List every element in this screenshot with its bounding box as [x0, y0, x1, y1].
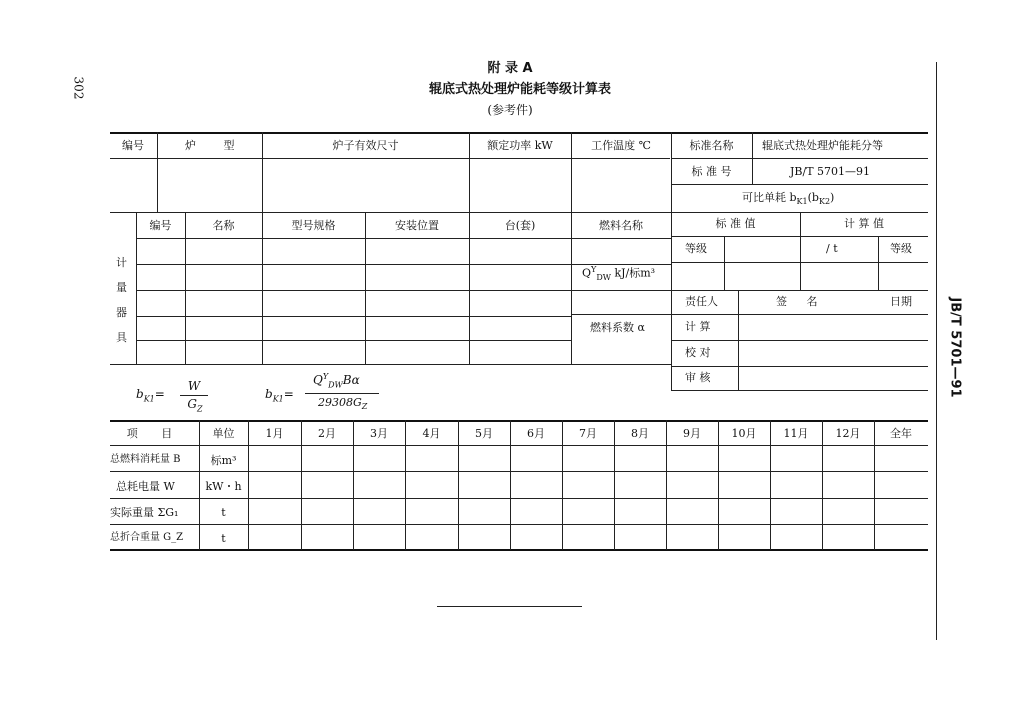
row-rule — [671, 236, 928, 237]
col-rule — [822, 420, 823, 550]
fraction-bar — [180, 395, 208, 396]
standard-side-code: JB/T 5701—91 — [947, 297, 963, 398]
month-header: 3月 — [370, 427, 388, 440]
month-header: 5月 — [475, 427, 493, 440]
month-header: 12月 — [835, 427, 861, 440]
row-rule — [671, 314, 928, 315]
row-rule — [136, 316, 571, 317]
col-rule — [458, 420, 459, 550]
std-name-value: 辊底式热处理炉能耗分等 — [762, 139, 883, 152]
table-top-rule — [110, 132, 928, 134]
row-item-label: 总耗电量 W — [116, 480, 175, 493]
row-rule — [110, 445, 928, 446]
col-rule — [666, 420, 667, 550]
row-item-label: 总燃料消耗量 B — [110, 454, 181, 465]
row-rule — [671, 366, 928, 367]
row-item-label: 实际重量 ΣG₁ — [110, 506, 179, 519]
page-end-rule — [437, 606, 582, 607]
col-rule — [353, 420, 354, 550]
month-header: 11月 — [783, 427, 809, 440]
fuel-coefficient-label: 燃料系数 α — [590, 321, 645, 334]
col-rule — [874, 420, 875, 550]
formula-bk2-numerator: $Q^Y_{DW}B\alpha$ — [313, 372, 360, 390]
check-label: 校 对 — [685, 346, 711, 359]
header-no: 编号 — [122, 139, 144, 152]
meter-header-location: 安装位置 — [395, 219, 439, 232]
meter-header-no: 编号 — [149, 219, 172, 232]
formula-bk2-denominator: $29308G_Z$ — [318, 396, 368, 412]
formula-bk1: $b_{K1}=$ — [136, 387, 165, 404]
row-item-label: 总折合重量 G_Z — [110, 532, 184, 543]
std-no-value: JB/T 5701—91 — [790, 165, 871, 178]
appendix-heading: 附 录 A — [487, 61, 533, 76]
meter-header-model: 型号规格 — [291, 219, 336, 232]
comparable-consumption-label: 可比单耗 $b_{K1}(b_{K2})$ — [742, 191, 835, 207]
row-unit: 标m³ — [210, 454, 237, 467]
col-rule — [136, 212, 137, 364]
document-subtitle: (参考件) — [487, 103, 533, 117]
col-rule — [614, 420, 615, 550]
month-header: 10月 — [731, 427, 757, 440]
row-rule — [671, 262, 928, 263]
col-rule — [262, 132, 263, 364]
std-name-label: 标准名称 — [689, 139, 734, 152]
document-title: 辊底式热处理炉能耗等级计算表 — [428, 82, 611, 97]
row-rule — [136, 340, 571, 341]
formula-bk2: $b_{K1}=$ — [265, 387, 294, 404]
calc-value-label: 计 算 值 — [844, 217, 884, 230]
month-header: 全年 — [890, 427, 912, 440]
header-effective-size: 炉子有效尺寸 — [332, 139, 399, 152]
row-rule — [110, 364, 671, 365]
fuel-heat-value-label: $Q^Y_{DW}$ kJ/标m³ — [582, 265, 656, 282]
col-rule — [248, 420, 249, 550]
row-rule — [571, 314, 671, 315]
header-rated-power: 额定功率 kW — [487, 139, 553, 152]
row-unit: t — [221, 532, 226, 545]
col-rule — [469, 132, 470, 364]
row-rule — [671, 340, 928, 341]
row-rule — [110, 498, 928, 499]
month-header: 单位 — [212, 427, 235, 440]
month-header: 7月 — [579, 427, 597, 440]
meter-header-count: 台(套) — [504, 219, 536, 232]
col-rule — [878, 236, 879, 290]
month-header: 6月 — [527, 427, 545, 440]
header-furnace-type: 炉 型 — [185, 139, 247, 152]
grade-left-label: 等级 — [685, 242, 707, 255]
fraction-bar — [305, 393, 379, 394]
row-rule — [671, 390, 928, 391]
col-rule — [365, 212, 366, 364]
col-rule — [724, 236, 725, 290]
meter-side-label: 计量器具 — [116, 256, 127, 344]
month-header: 项 目 — [126, 427, 183, 440]
grade-unit: / t — [826, 242, 838, 255]
std-no-label: 标 准 号 — [691, 165, 732, 178]
row-rule — [110, 471, 928, 472]
col-rule — [301, 420, 302, 550]
row-rule — [110, 524, 928, 525]
col-rule — [562, 420, 563, 550]
row-rule — [110, 158, 670, 159]
signature-label: 签 名 — [776, 295, 826, 308]
row-rule — [110, 212, 928, 213]
calc-label: 计 算 — [685, 320, 711, 333]
col-rule — [510, 420, 511, 550]
row-rule — [671, 184, 928, 185]
meter-header-name: 名称 — [212, 219, 235, 232]
header-working-temp: 工作温度 ℃ — [591, 139, 651, 152]
row-unit: kW・h — [205, 480, 242, 493]
col-rule — [405, 420, 406, 550]
page-number: 302 — [71, 76, 86, 100]
fuel-name-label: 燃料名称 — [599, 219, 643, 232]
col-rule — [157, 132, 158, 212]
std-value-label: 标 准 值 — [715, 217, 756, 230]
month-header: 8月 — [631, 427, 649, 440]
responsible-label: 责任人 — [685, 295, 718, 308]
formula-bk1-denominator: $G_Z$ — [187, 397, 203, 414]
month-header: 9月 — [683, 427, 701, 440]
month-header: 1月 — [265, 427, 284, 440]
date-label: 日期 — [890, 295, 912, 308]
grade-right-label: 等级 — [890, 242, 912, 255]
review-label: 审 核 — [685, 371, 711, 384]
col-rule — [770, 420, 771, 550]
col-rule — [185, 212, 186, 364]
month-header: 2月 — [318, 427, 336, 440]
table-top-rule — [110, 420, 928, 422]
month-header: 4月 — [422, 427, 441, 440]
right-margin-rule — [936, 62, 937, 640]
row-unit: t — [221, 506, 226, 519]
table-bottom-rule — [110, 549, 928, 551]
row-rule — [671, 158, 928, 159]
formula-bk1-numerator: W — [187, 379, 201, 393]
col-rule — [571, 132, 572, 364]
col-rule — [718, 420, 719, 550]
row-rule — [136, 290, 928, 291]
row-rule — [136, 238, 671, 239]
